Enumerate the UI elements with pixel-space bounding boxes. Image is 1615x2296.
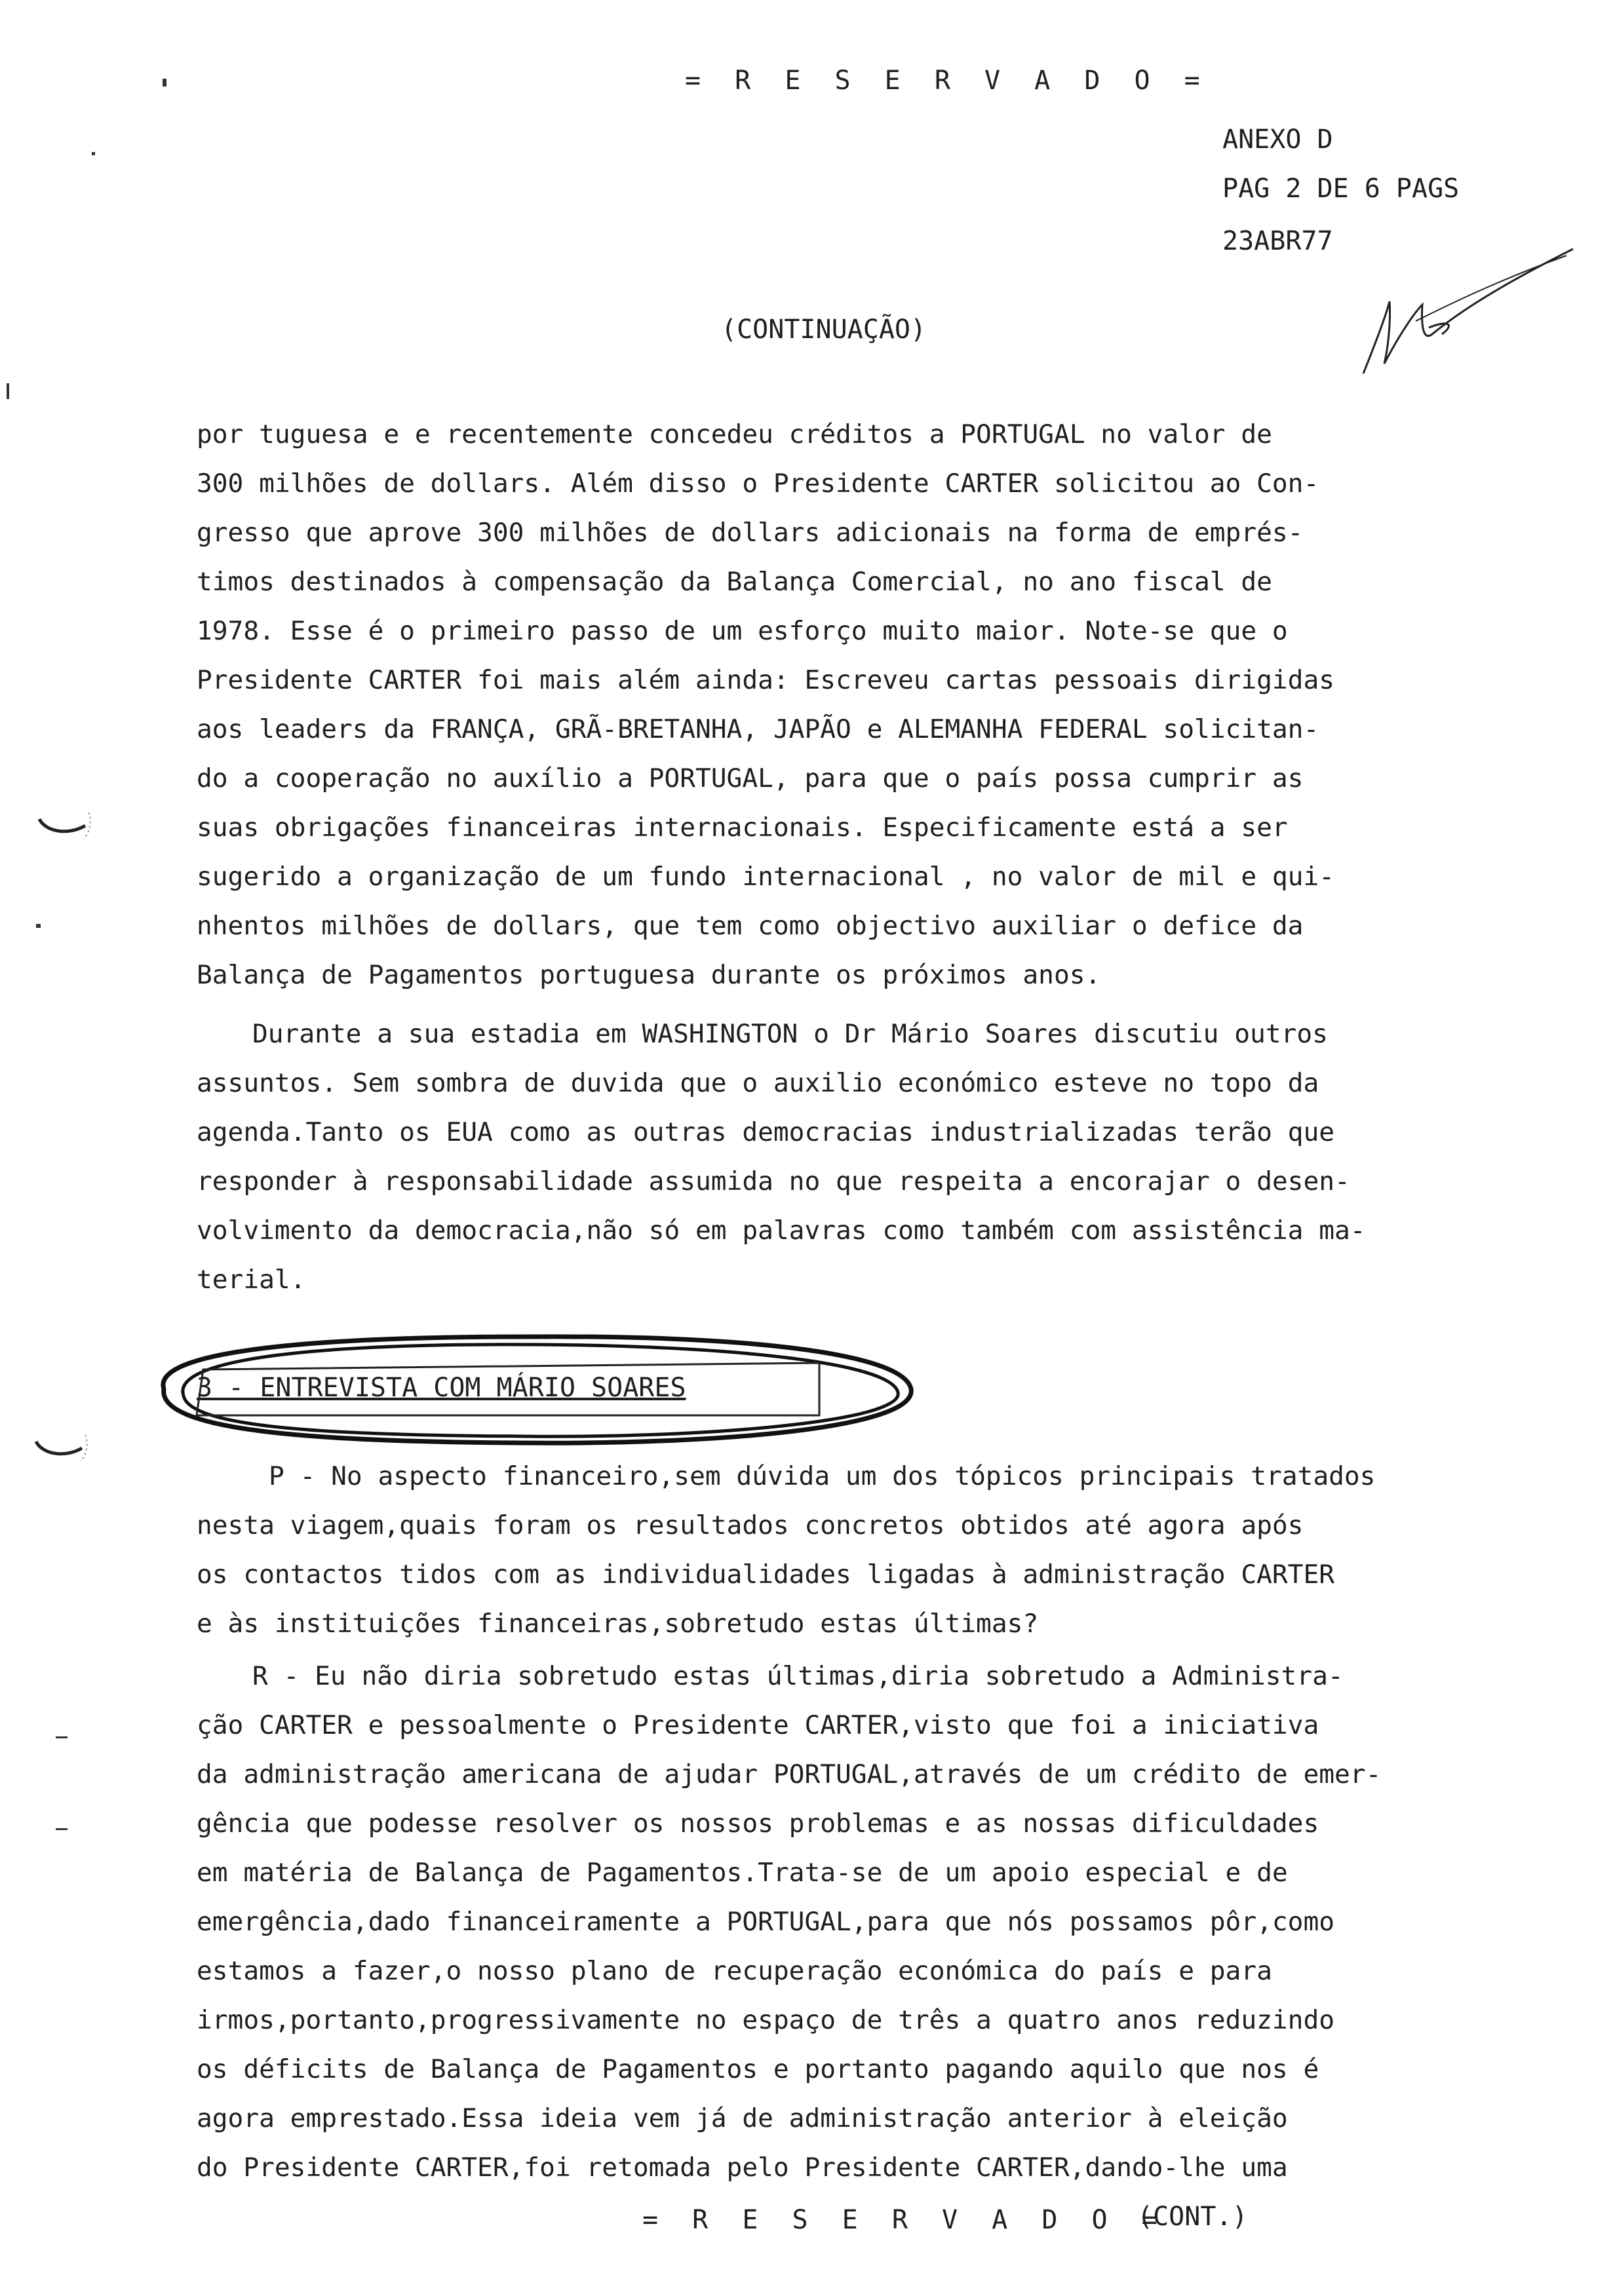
- text-line: irmos,portanto,progressivamente no espaço de três a quatro anos reduzindo: [197, 2005, 1335, 2035]
- text-line: por tuguesa e e recentemente concedeu créditos a PORTUGAL no valor de: [197, 419, 1272, 450]
- document-date: 23ABR77: [1222, 226, 1333, 256]
- continued-label: (CONT.): [1137, 2202, 1248, 2232]
- text-line: agenda.Tanto os EUA como as outras democracias industrializadas terão que: [197, 1117, 1335, 1147]
- text-line: gência que podesse resolver os nossos problemas e as nossas dificuldades: [197, 1808, 1319, 1839]
- text-line: volvimento da democracia,não só em palavras como também com assistência ma-: [197, 1215, 1366, 1246]
- text-line: 300 milhões de dollars. Além disso o Presidente CARTER solicitou ao Con-: [197, 469, 1319, 499]
- page-count: PAG 2 DE 6 PAGS: [1222, 174, 1460, 204]
- text-line: e às instituições financeiras,sobretudo estas últimas?: [197, 1609, 1039, 1639]
- classification-header: = R E S E R V A D O =: [685, 66, 1209, 96]
- text-line: estamos a fazer,o nosso plano de recuperação económica do país e para: [197, 1956, 1272, 1986]
- text-line: 1978. Esse é o primeiro passo de um esforço muito maior. Note-se que o: [197, 616, 1288, 646]
- text-line: em matéria de Balança de Pagamentos.Trata-se de um apoio especial e de: [197, 1858, 1288, 1888]
- section-heading: 3 - ENTREVISTA COM MÁRIO SOARES: [197, 1373, 686, 1403]
- text-line: os contactos tidos com as individualidades ligadas à administração CARTER: [197, 1559, 1335, 1590]
- text-line: Durante a sua estadia em WASHINGTON o Dr Mário Soares discutiu outros: [252, 1019, 1328, 1049]
- margin-mark: [56, 1736, 68, 1738]
- margin-mark: [56, 1828, 68, 1830]
- margin-mark: [7, 383, 9, 399]
- text-line: do Presidente CARTER,foi retomada pelo Presidente CARTER,dando-lhe uma: [197, 2152, 1288, 2183]
- margin-mark: [92, 152, 95, 155]
- text-line: do a cooperação no auxílio a PORTUGAL, para que o país possa cumprir as: [197, 763, 1304, 794]
- text-line: suas obrigações financeiras internacionais. Especificamente está a ser: [197, 813, 1288, 843]
- text-line: ção CARTER e pessoalmente o Presidente CARTER,visto que foi a iniciativa: [197, 1710, 1319, 1740]
- punch-hole-mark: [33, 803, 98, 849]
- text-line: emergência,dado financeiramente a PORTUGAL,para que nós possamos pôr,como: [197, 1907, 1335, 1937]
- margin-mark: [163, 79, 166, 86]
- text-line: nesta viagem,quais foram os resultados concretos obtidos até agora após: [197, 1510, 1304, 1540]
- continuation-label: (CONTINUAÇÃO): [721, 315, 927, 345]
- punch-hole-mark: [29, 1425, 95, 1471]
- text-line: responder à responsabilidade assumida no que respeita a encorajar o desen-: [197, 1166, 1350, 1196]
- text-line: assuntos. Sem sombra de duvida que o auxilio económico esteve no topo da: [197, 1068, 1319, 1098]
- text-line: gresso que aprove 300 milhões de dollars adicionais na forma de emprés-: [197, 518, 1304, 548]
- text-line: P - No aspecto financeiro,sem dúvida um dos tópicos principais tratados: [269, 1461, 1376, 1491]
- classification-footer: = R E S E R V A D O =: [642, 2205, 1167, 2235]
- text-line: Balança de Pagamentos portuguesa durante os próximos anos.: [197, 960, 1101, 990]
- signature-mark: [1350, 242, 1586, 387]
- annex-label: ANEXO D: [1222, 124, 1333, 155]
- text-line: Presidente CARTER foi mais além ainda: Escreveu cartas pessoais dirigidas: [197, 665, 1335, 695]
- text-line: aos leaders da FRANÇA, GRÃ-BRETANHA, JAPÃO e ALEMANHA FEDERAL solicitan-: [197, 714, 1319, 744]
- text-line: sugerido a organização de um fundo internacional , no valor de mil e qui-: [197, 862, 1335, 892]
- text-line: timos destinados à compensação da Balança Comercial, no ano fiscal de: [197, 567, 1272, 597]
- margin-mark: [36, 924, 41, 928]
- text-line: da administração americana de ajudar PORTUGAL,através de um crédito de emer-: [197, 1759, 1382, 1789]
- text-line: terial.: [197, 1265, 306, 1295]
- text-line: os déficits de Balança de Pagamentos e portanto pagando aquilo que nos é: [197, 2054, 1319, 2084]
- text-line: nhentos milhões de dollars, que tem como objectivo auxiliar o defice da: [197, 911, 1304, 941]
- text-line: R - Eu não diria sobretudo estas últimas,diria sobretudo a Administra-: [252, 1661, 1344, 1691]
- text-line: agora emprestado.Essa ideia vem já de administração anterior à eleição: [197, 2103, 1288, 2133]
